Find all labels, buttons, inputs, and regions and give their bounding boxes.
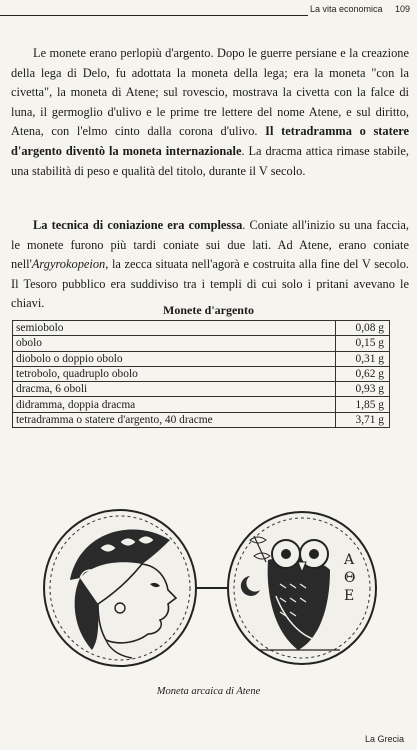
owl-reverse bbox=[228, 512, 376, 664]
coin-name-cell: didramma, doppia dracma bbox=[13, 397, 336, 412]
coin-weight-cell: 0,62 g bbox=[336, 366, 390, 381]
header-rule bbox=[0, 15, 308, 16]
coin-name-cell: diobolo o doppio obolo bbox=[13, 351, 336, 366]
coin-weight-cell: 0,15 g bbox=[336, 336, 390, 351]
figure-caption: Moneta arcaica di Atene bbox=[156, 686, 261, 697]
coin-name-cell: semiobolo bbox=[13, 321, 336, 336]
coin-weight-cell: 0,31 g bbox=[336, 351, 390, 366]
paragraph-2-italic: Argyrokopeion bbox=[31, 257, 106, 272]
coin-illustration bbox=[40, 500, 380, 670]
coin-weight-cell: 1,85 g bbox=[336, 397, 390, 412]
coin-letter: Α Θ Ε bbox=[344, 552, 356, 604]
table-row bbox=[13, 382, 390, 397]
coins-table bbox=[12, 320, 390, 428]
paragraph-1-text-b: . La dracma attica rimase stabile, una stabilità di peso e qualità del titolo, durante il V secolo. bbox=[11, 143, 409, 178]
athena-head-obverse bbox=[44, 510, 196, 666]
table-row bbox=[13, 366, 390, 381]
coin-weight-cell: 0,93 g bbox=[336, 382, 390, 397]
paragraph-1-bold: Il tetradramma o statere d'argento diventò la moneta internazionale bbox=[11, 124, 409, 158]
page-number: 109 bbox=[395, 4, 411, 14]
paragraph-1-text-a: Le monete erano perlopiù d'argento. Dopo le guerre persiane e la creazione della lega di Delo, fu adottata la moneta della lega; era la moneta "con la civetta", la moneta di Atene; sul rovescio, mostrava la civetta con la falce di luna, il germoglio d'ulivo e le prime tre lettere del nome Atene, e sul diritto, Atena, con l'elmo cinto dalla corona d'ulivo. bbox=[11, 46, 409, 139]
paragraph-2 bbox=[11, 216, 409, 314]
coin-name-cell: tetradramma o statere d'argento, 40 dracme bbox=[13, 412, 336, 427]
coin-name-cell: dracma, 6 oboli bbox=[13, 382, 336, 397]
coin-weight-cell: 0,08 g bbox=[336, 321, 390, 336]
coin-name-cell: obolo bbox=[13, 336, 336, 351]
table-title: Monete d'argento bbox=[163, 303, 254, 317]
table-row bbox=[13, 336, 390, 351]
table-row bbox=[13, 412, 390, 427]
paragraph-2-text-a: . Coniate all'inizio su una faccia, le monete furono più tardi coniate sui due lati. Ad Atene, erano coniate nell' bbox=[11, 218, 409, 272]
footer-chapter: La Grecia bbox=[365, 734, 405, 744]
table-row bbox=[13, 351, 390, 366]
running-header bbox=[0, 0, 417, 22]
table-row bbox=[13, 321, 390, 336]
paragraph-2-bold: La tecnica di coniazione era complessa bbox=[33, 218, 243, 232]
header-section-title: La vita economica bbox=[310, 4, 383, 14]
paragraph-1 bbox=[11, 44, 409, 181]
table-row bbox=[13, 397, 390, 412]
paragraph-2-text-b: , la zecca situata nell'agorà e costruita alla fine del V secolo. Il Tesoro pubblico era suddiviso tra i templi di cui solo i pritani avevano le chiavi. bbox=[11, 257, 409, 311]
coin-weight-cell: 3,71 g bbox=[336, 412, 390, 427]
coin-name-cell: tetrobolo, quadruplo obolo bbox=[13, 366, 336, 381]
